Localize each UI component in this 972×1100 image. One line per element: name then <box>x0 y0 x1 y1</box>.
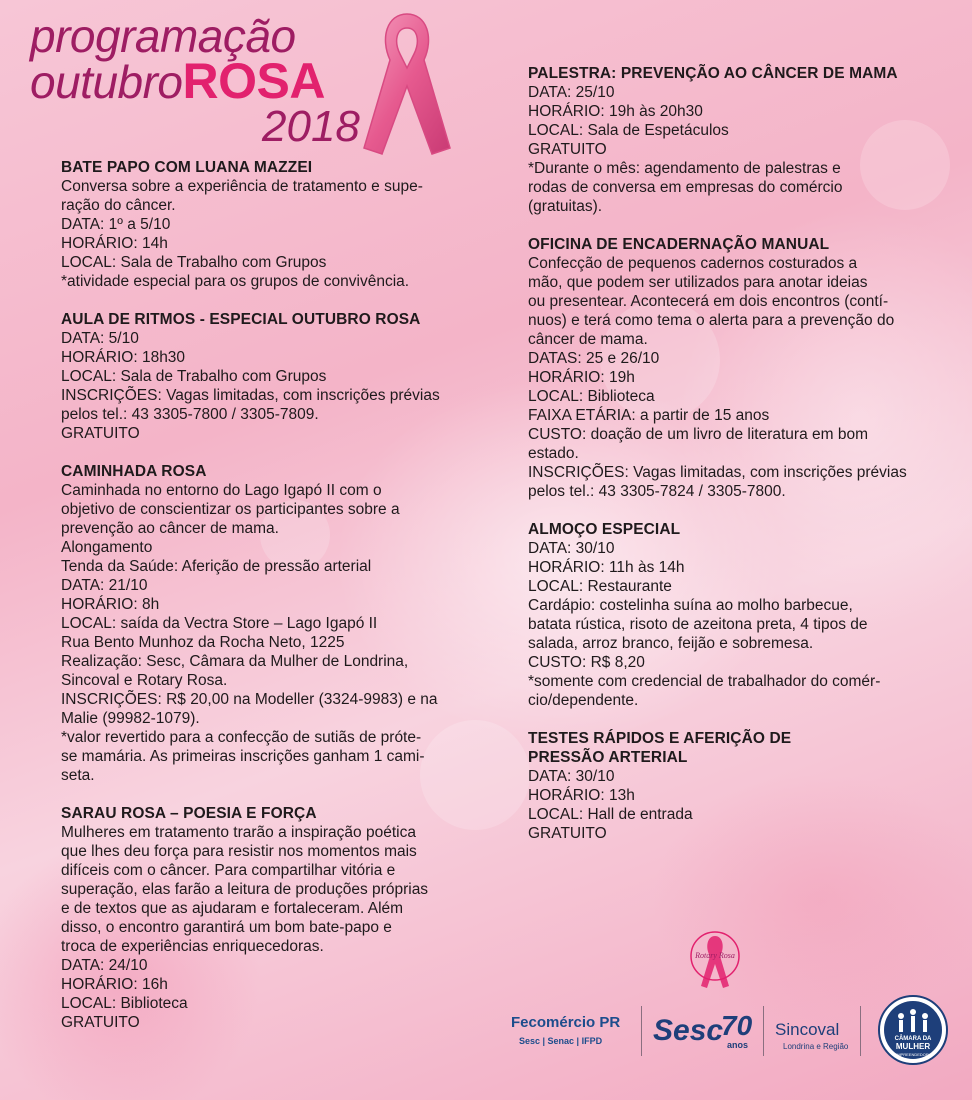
event-line: Alongamento <box>61 539 153 556</box>
left-column <box>61 158 446 1051</box>
event-line: difíceis com o câncer. Para compartilhar vitória e <box>61 862 396 879</box>
event-line: *atividade especial para os grupos de convivência. <box>61 273 410 290</box>
event-line: nuos) e terá como tema o alerta para a prevenção do <box>528 312 895 329</box>
sponsor-logos <box>505 951 955 1080</box>
event-title: PALESTRA: PREVENÇÃO AO CÂNCER DE MAMA <box>528 65 898 82</box>
event-line: CUSTO: doação de um livro de literatura em bom <box>528 426 869 443</box>
event-line: *somente com credencial de trabalhador do comér- <box>528 673 881 690</box>
logo-divider <box>860 1006 861 1056</box>
event-line: Cardápio: costelinha suína ao molho barbecue, <box>528 597 853 614</box>
event-line: prevenção ao câncer de mama. <box>61 520 279 537</box>
event-line: DATA: 1º a 5/10 <box>61 216 171 233</box>
event-line: mão, que podem ser utilizados para anotar ideias <box>528 274 868 291</box>
event-line: *Durante o mês: agendamento de palestras e <box>528 160 841 177</box>
event-line: GRATUITO <box>528 825 607 842</box>
event-title: ALMOÇO ESPECIAL <box>528 521 681 538</box>
event-line: Caminhada no entorno do Lago Igapó II com o <box>61 482 382 499</box>
event-line: FAIXA ETÁRIA: a partir de 15 anos <box>528 407 770 424</box>
event-line: INSCRIÇÕES: R$ 20,00 na Modeller (3324-9983) e na <box>61 691 438 708</box>
event-line: HORÁRIO: 11h às 14h <box>528 559 685 576</box>
event-line: DATA: 30/10 <box>528 540 615 557</box>
event-line: câncer de mama. <box>528 331 648 348</box>
event-line: Rua Bento Munhoz da Rocha Neto, 1225 <box>61 634 345 651</box>
event-line: GRATUITO <box>528 141 607 158</box>
event-line: Conversa sobre a experiência de tratamento e supe- <box>61 178 423 195</box>
camara-text-2: MULHER <box>895 1042 931 1051</box>
sesc-70-logo: 70 <box>721 1010 753 1041</box>
event-line: salada, arroz branco, feijão e sobremesa. <box>528 635 814 652</box>
event-line: LOCAL: Sala de Trabalho com Grupos <box>61 254 327 271</box>
event-line: LOCAL: Biblioteca <box>61 995 188 1012</box>
event-line: Malie (99982-1079). <box>61 710 200 727</box>
event-title: SARAU ROSA – POESIA E FORÇA <box>61 805 317 822</box>
event-line: ou presentear. Acontecerá em dois encontros (contí- <box>528 293 889 310</box>
event-line: DATA: 25/10 <box>528 84 615 101</box>
event-line: batata rústica, risoto de azeitona preta, 4 tipos de <box>528 616 868 633</box>
event-line: troca de experiências enriquecedoras. <box>61 938 324 955</box>
event-line: e de textos que as ajudaram e fortaleceram. Além <box>61 900 404 917</box>
poster-title <box>30 10 360 151</box>
event-title: OFICINA DE ENCADERNAÇÃO MANUAL <box>528 236 830 253</box>
sesc-anos-text: anos <box>727 1040 749 1050</box>
camara-da-mulher-logo <box>877 994 949 1076</box>
event-line: (gratuitas). <box>528 198 603 215</box>
event-line: ração do câncer. <box>61 197 176 214</box>
event-title: BATE PAPO COM LUANA MAZZEI <box>61 159 313 176</box>
event-line: Realização: Sesc, Câmara da Mulher de Londrina, <box>61 653 409 670</box>
event-block <box>61 158 446 291</box>
title-line-2 <box>30 53 360 109</box>
event-block <box>61 804 446 1032</box>
event-block <box>528 64 918 216</box>
event-line: que lhes deu força para resistir nos momentos mais <box>61 843 417 860</box>
event-line: DATA: 21/10 <box>61 577 148 594</box>
event-line: LOCAL: saída da Vectra Store – Lago Igapó II <box>61 615 378 632</box>
event-line: HORÁRIO: 14h <box>61 235 168 252</box>
title-rosa: ROSA <box>182 53 325 109</box>
event-line: DATA: 24/10 <box>61 957 148 974</box>
event-line: LOCAL: Restaurante <box>528 578 672 595</box>
event-block <box>61 310 446 443</box>
event-line: GRATUITO <box>61 425 140 442</box>
event-line: pelos tel.: 43 3305-7800 / 3305-7809. <box>61 406 319 423</box>
event-line: INSCRIÇÕES: Vagas limitadas, com inscrições prévias <box>61 387 440 404</box>
sesc-logo: Sesc <box>653 1014 724 1047</box>
event-block <box>528 235 918 501</box>
event-line: disso, o encontro garantirá um bom bate-papo e <box>61 919 392 936</box>
logo-divider <box>763 1006 764 1056</box>
event-line: LOCAL: Sala de Espetáculos <box>528 122 729 139</box>
sincoval-sub: Londrina e Região <box>783 1042 849 1051</box>
event-line: HORÁRIO: 16h <box>61 976 168 993</box>
event-line: DATA: 30/10 <box>528 768 615 785</box>
event-line: INSCRIÇÕES: Vagas limitadas, com inscrições prévias <box>528 464 907 481</box>
event-line: LOCAL: Hall de entrada <box>528 806 693 823</box>
event-line: GRATUITO <box>61 1014 140 1031</box>
event-line: rodas de conversa em empresas do comércio <box>528 179 843 196</box>
event-block <box>528 520 918 710</box>
event-line: HORÁRIO: 8h <box>61 596 160 613</box>
right-column <box>528 64 918 862</box>
pink-ribbon-icon <box>352 8 462 158</box>
event-block <box>61 462 446 785</box>
camara-text-3: EMPREENDEDORA <box>894 1052 932 1057</box>
event-title: CAMINHADA ROSA <box>61 463 207 480</box>
fecomercio-logo: Fecomércio PR <box>511 1014 621 1031</box>
event-line: superação, elas farão a leitura de produções próprias <box>61 881 429 898</box>
title-line-1: programação <box>30 10 296 62</box>
event-line: Sincoval e Rotary Rosa. <box>61 672 228 689</box>
event-line: Confecção de pequenos cadernos costurados a <box>528 255 858 272</box>
event-line: CUSTO: R$ 8,20 <box>528 654 645 671</box>
logo-divider <box>641 1006 642 1056</box>
event-line: seta. <box>61 767 95 784</box>
title-year: 2018 <box>262 102 360 151</box>
event-line: *valor revertido para a confecção de sutiãs de próte- <box>61 729 422 746</box>
event-line: HORÁRIO: 19h <box>528 369 635 386</box>
camara-text-1: CÂMARA DA <box>894 1036 932 1042</box>
rotary-rosa-text: Rotary Rosa <box>695 951 735 960</box>
event-line: DATAS: 25 e 26/10 <box>528 350 660 367</box>
title-outubro: outubro <box>30 56 183 108</box>
event-title: TESTES RÁPIDOS E AFERIÇÃO DE PRESSÃO ARTERIAL <box>528 730 792 766</box>
event-line: Tenda da Saúde: Aferição de pressão arterial <box>61 558 372 575</box>
event-line: HORÁRIO: 13h <box>528 787 635 804</box>
rotary-rosa-logo <box>685 928 745 996</box>
event-block <box>528 729 918 843</box>
event-line: cio/dependente. <box>528 692 639 709</box>
event-line: estado. <box>528 445 579 462</box>
event-line: LOCAL: Sala de Trabalho com Grupos <box>61 368 327 385</box>
sincoval-logo: Sincoval <box>775 1020 840 1039</box>
fecomercio-sub: Sesc | Senac | IFPD <box>519 1036 603 1046</box>
event-line: se mamária. As primeiras inscrições ganham 1 cami- <box>61 748 425 765</box>
event-title: AULA DE RITMOS - ESPECIAL OUTUBRO ROSA <box>61 311 421 328</box>
event-line: Mulheres em tratamento trarão a inspiração poética <box>61 824 416 841</box>
event-line: LOCAL: Biblioteca <box>528 388 655 405</box>
event-line: DATA: 5/10 <box>61 330 139 347</box>
event-line: HORÁRIO: 18h30 <box>61 349 186 366</box>
event-line: objetivo de conscientizar os participantes sobre a <box>61 501 400 518</box>
event-line: HORÁRIO: 19h às 20h30 <box>528 103 703 120</box>
event-line: pelos tel.: 43 3305-7824 / 3305-7800. <box>528 483 786 500</box>
